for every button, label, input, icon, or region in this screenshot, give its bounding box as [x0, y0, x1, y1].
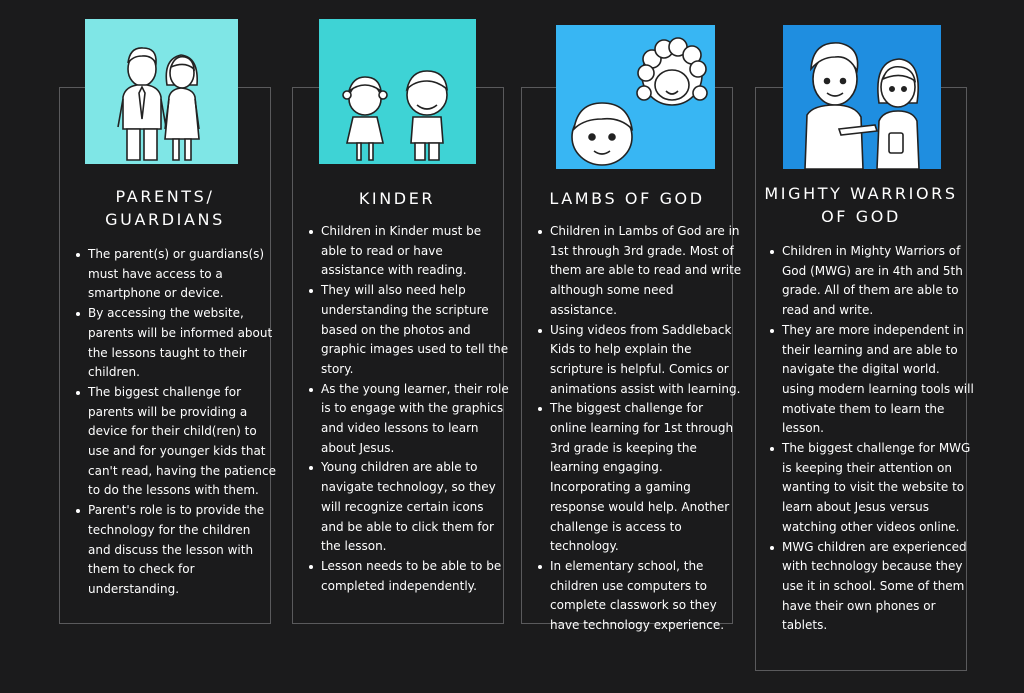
list-item: They will also need help understanding the scripture based on the photos and graphic images used to tell the story. [309, 281, 509, 380]
kinder-illustration [319, 19, 476, 164]
list-item: The biggest challenge for parents will be providing a device for their child(ren) to use and for younger kids that can't read, having the patience to do the lessons with them. [76, 383, 276, 501]
list-item: As the young learner, their role is to engage with the graphics and video lessons to learn about Jesus. [309, 380, 509, 459]
warriors-illustration [783, 25, 941, 169]
list-item: Children in Kinder must be able to read or have assistance with reading. [309, 222, 509, 281]
list-item: Children in Mighty Warriors of God (MWG) are in 4th and 5th grade. All of them are able to read and write. [770, 242, 974, 321]
card-list-lambs [524, 222, 742, 636]
warriors-kids-icon [783, 25, 941, 169]
card-title-lambs: LAMBS OF GOD [549, 189, 705, 208]
lambs-kids-icon [556, 25, 715, 169]
list-item: MWG children are experienced with technology because they use it in school. Some of them have their own phones or tablets. [770, 538, 974, 637]
parents-illustration [85, 19, 238, 164]
card-title-parents: PARENTS/ GUARDIANS [105, 187, 225, 229]
parents-icon [85, 19, 238, 164]
kinder-kids-icon [319, 19, 476, 164]
list-item: The parent(s) or guardians(s) must have access to a smartphone or device. [76, 245, 276, 304]
card-list-parents [62, 245, 276, 600]
list-item: Young children are able to navigate technology, so they will recognize certain icons and be able to click them for the lesson. [309, 458, 509, 557]
card-title-warriors: MIGHTY WARRIORS OF GOD [764, 184, 958, 226]
lambs-illustration [556, 25, 715, 169]
list-item: By accessing the website, parents will be informed about the lessons taught to their children. [76, 304, 276, 383]
list-item: In elementary school, the children use computers to complete classwork so they have technology experience. [538, 557, 742, 636]
card-list-warriors [756, 242, 974, 636]
list-item: Children in Lambs of God are in 1st through 3rd grade. Most of them are able to read and write although some need assistance. [538, 222, 742, 321]
list-item: The biggest challenge for MWG is keeping their attention on wanting to visit the website to learn about Jesus versus watching other videos online. [770, 439, 974, 538]
list-item: Using videos from Saddleback Kids to help explain the scripture is helpful. Comics or animations assist with learning. [538, 321, 742, 400]
list-item: They are more independent in their learning and are able to navigate the digital world. using modern learning tools will motivate them to learn the lesson. [770, 321, 974, 439]
list-item: Lesson needs to be able to be completed independently. [309, 557, 509, 596]
list-item: The biggest challenge for online learning for 1st through 3rd grade is keeping the learning engaging. Incorporating a gaming response would help. Another challenge is access to technology. [538, 399, 742, 557]
card-list-kinder [295, 222, 509, 596]
card-title-kinder: KINDER [358, 189, 436, 208]
list-item: Parent's role is to provide the technology for the children and discuss the lesson with them to check for understanding. [76, 501, 276, 600]
